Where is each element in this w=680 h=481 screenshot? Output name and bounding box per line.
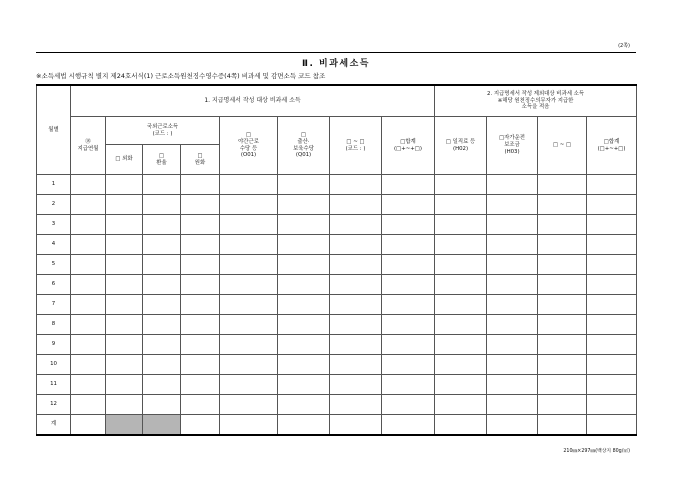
- total-cell[interactable]: [487, 415, 538, 436]
- subtotal1-formula: (□+~+□): [394, 145, 422, 152]
- entry-cell[interactable]: [330, 335, 382, 355]
- entry-cell[interactable]: [587, 235, 637, 255]
- entry-cell[interactable]: [71, 395, 106, 415]
- entry-cell[interactable]: [220, 195, 278, 215]
- month-label: 4: [37, 235, 71, 255]
- entry-cell[interactable]: [220, 215, 278, 235]
- entry-cell[interactable]: [435, 355, 487, 375]
- entry-cell[interactable]: [220, 275, 278, 295]
- exchange-rate-label: 환율: [156, 159, 167, 166]
- entry-cell[interactable]: [382, 235, 435, 255]
- group2-note-2: 소득을 적음: [521, 104, 550, 111]
- entry-cell[interactable]: [181, 255, 220, 275]
- entry-cell[interactable]: [587, 195, 637, 215]
- entry-cell[interactable]: [382, 295, 435, 315]
- entry-cell[interactable]: [538, 235, 587, 255]
- entry-cell[interactable]: [181, 395, 220, 415]
- car-allowance-code: (H03): [504, 148, 520, 155]
- entry-cell[interactable]: [220, 335, 278, 355]
- month-label: 5: [37, 255, 71, 275]
- childbirth-code: (Q01): [295, 152, 312, 159]
- group2-header: [435, 85, 637, 117]
- entry-cell[interactable]: [538, 335, 587, 355]
- checkbox-glyph: □: [245, 132, 252, 138]
- entry-cell[interactable]: [487, 335, 538, 355]
- night-work-code: (O01): [240, 152, 257, 159]
- other-code-header: [330, 117, 382, 175]
- month-label: 10: [37, 355, 71, 375]
- entry-cell[interactable]: [106, 195, 143, 215]
- entry-cell[interactable]: [538, 315, 587, 335]
- entry-cell[interactable]: [487, 255, 538, 275]
- entry-cell[interactable]: [487, 375, 538, 395]
- group2-title: 2. 지급명세서 작성 제외대상 비과세 소득: [487, 90, 585, 97]
- entry-cell[interactable]: [487, 295, 538, 315]
- month-label: 12: [37, 395, 71, 415]
- entry-cell[interactable]: [71, 255, 106, 275]
- subtotal1-header: [382, 117, 435, 175]
- entry-cell[interactable]: [181, 295, 220, 315]
- entry-cell[interactable]: [382, 355, 435, 375]
- month-label: 11: [37, 375, 71, 395]
- entry-cell[interactable]: [181, 235, 220, 255]
- total-cell[interactable]: [587, 415, 637, 436]
- month-label: 1: [37, 175, 71, 195]
- entry-cell[interactable]: [382, 315, 435, 335]
- entry-cell[interactable]: [435, 195, 487, 215]
- entry-cell[interactable]: [71, 315, 106, 335]
- duty-allowance-header: [435, 117, 487, 175]
- entry-cell[interactable]: [143, 335, 181, 355]
- entry-cell[interactable]: [220, 235, 278, 255]
- entry-cell[interactable]: [538, 275, 587, 295]
- month-row: [37, 215, 637, 235]
- entry-cell[interactable]: [71, 375, 106, 395]
- entry-cell[interactable]: [71, 355, 106, 375]
- reference-note: ※소득세법 시행규칙 별지 제24호서식(1) 근로소득원천징수영수증(4쪽) 비과세 및 감면소득 코드 참조: [36, 72, 326, 80]
- entry-cell[interactable]: [330, 295, 382, 315]
- entry-cell[interactable]: [382, 275, 435, 295]
- entry-cell[interactable]: [106, 295, 143, 315]
- entry-cell[interactable]: [106, 235, 143, 255]
- checkbox-glyph: □: [158, 152, 165, 159]
- entry-cell[interactable]: [220, 355, 278, 375]
- entry-cell[interactable]: [71, 295, 106, 315]
- entry-cell[interactable]: [143, 235, 181, 255]
- entry-cell[interactable]: [382, 255, 435, 275]
- entry-cell[interactable]: [538, 175, 587, 195]
- entry-cell[interactable]: [330, 275, 382, 295]
- total-cell[interactable]: [71, 415, 106, 436]
- subtotal2-formula: (□+~+□): [597, 145, 626, 152]
- entry-cell[interactable]: [143, 275, 181, 295]
- subtotal1-label: □합계: [400, 138, 416, 145]
- entry-cell[interactable]: [587, 315, 637, 335]
- krw-amount-label: 원화: [194, 159, 206, 166]
- entry-cell[interactable]: [487, 315, 538, 335]
- entry-cell[interactable]: [278, 275, 330, 295]
- entry-cell[interactable]: [278, 295, 330, 315]
- entry-cell[interactable]: [220, 315, 278, 335]
- other-code-label: (코드 : ): [345, 145, 366, 152]
- entry-cell[interactable]: [538, 215, 587, 235]
- pay-date-label: 지급연월: [77, 145, 99, 152]
- entry-cell[interactable]: [143, 195, 181, 215]
- car-allowance-header: [487, 117, 538, 175]
- entry-cell[interactable]: [181, 335, 220, 355]
- foreign-income-title: 국외근로소득: [146, 123, 179, 130]
- entry-cell[interactable]: [487, 395, 538, 415]
- entry-cell[interactable]: [106, 335, 143, 355]
- entry-cell[interactable]: [71, 275, 106, 295]
- entry-cell[interactable]: [181, 375, 220, 395]
- entry-cell[interactable]: [487, 215, 538, 235]
- entry-cell[interactable]: [278, 175, 330, 195]
- checkbox-glyph: □: [300, 132, 307, 138]
- month-row: [37, 295, 637, 315]
- entry-cell[interactable]: [435, 255, 487, 275]
- entry-cell[interactable]: [538, 255, 587, 275]
- childbirth-allowance-header: [278, 117, 330, 175]
- entry-cell[interactable]: [143, 295, 181, 315]
- entry-cell[interactable]: [71, 215, 106, 235]
- page-number: (2쪽): [618, 43, 630, 49]
- month-row: [37, 195, 637, 215]
- entry-cell[interactable]: [538, 355, 587, 375]
- pay-date-header: [71, 117, 106, 175]
- entry-cell[interactable]: [106, 175, 143, 195]
- total-label: 계: [37, 415, 71, 436]
- subtotal2-header: [587, 117, 637, 175]
- entry-cell[interactable]: [435, 335, 487, 355]
- entry-cell[interactable]: [487, 275, 538, 295]
- group2-note: ※해당 원천징수의무자가 지급한: [497, 97, 574, 104]
- entry-cell[interactable]: [435, 175, 487, 195]
- month-label: 2: [37, 195, 71, 215]
- entry-cell[interactable]: [330, 375, 382, 395]
- subtotal2-label: □합계: [603, 138, 620, 145]
- entry-cell[interactable]: [143, 175, 181, 195]
- entry-cell[interactable]: [330, 255, 382, 275]
- entry-cell[interactable]: [587, 275, 637, 295]
- paper-spec-note: 210㎜×297㎜(백상지 80g/㎡): [563, 449, 630, 454]
- entry-cell[interactable]: [278, 395, 330, 415]
- duty-allowance-label: □ 일직료 등: [445, 138, 476, 145]
- entry-cell[interactable]: [181, 175, 220, 195]
- group1-header: 1. 지급명세서 작성 대상 비과세 소득: [71, 85, 435, 117]
- entry-cell[interactable]: [587, 215, 637, 235]
- section-title: Ⅱ. 비과세소득: [302, 59, 370, 69]
- entry-cell[interactable]: [382, 375, 435, 395]
- entry-cell[interactable]: [181, 215, 220, 235]
- night-work-header: [220, 117, 278, 175]
- entry-cell[interactable]: [220, 255, 278, 275]
- foreign-income-header: [106, 117, 220, 145]
- entry-cell[interactable]: [587, 375, 637, 395]
- entry-cell[interactable]: [106, 215, 143, 235]
- entry-cell[interactable]: [181, 195, 220, 215]
- entry-cell[interactable]: [330, 195, 382, 215]
- car-allowance-label-2: 보조금: [504, 142, 520, 149]
- duty-allowance-code: (H02): [452, 145, 469, 152]
- month-row: [37, 275, 637, 295]
- entry-cell[interactable]: [106, 355, 143, 375]
- other-code-header-2: □ ~ □: [538, 117, 587, 175]
- entry-cell[interactable]: [330, 235, 382, 255]
- entry-cell[interactable]: [435, 395, 487, 415]
- total-cell[interactable]: [538, 415, 587, 436]
- month-row: [37, 175, 637, 195]
- entry-cell[interactable]: [278, 215, 330, 235]
- childcare-label: 보육수당: [293, 145, 314, 152]
- entry-cell[interactable]: [538, 295, 587, 315]
- month-header: 월별: [37, 85, 71, 175]
- entry-cell[interactable]: [106, 315, 143, 335]
- other-code-range: □ ~ □: [346, 138, 365, 145]
- title-rule: [36, 52, 636, 53]
- entry-cell[interactable]: [143, 375, 181, 395]
- entry-cell[interactable]: [587, 175, 637, 195]
- month-row: [37, 335, 637, 355]
- entry-cell[interactable]: [71, 195, 106, 215]
- entry-cell[interactable]: [278, 355, 330, 375]
- total-cell[interactable]: [278, 415, 330, 436]
- month-row: [37, 255, 637, 275]
- entry-cell[interactable]: [435, 215, 487, 235]
- entry-cell[interactable]: [143, 315, 181, 335]
- foreign-income-code: (코드 : ): [152, 130, 173, 137]
- pay-date-number: ⑱: [85, 138, 91, 145]
- entry-cell[interactable]: [382, 395, 435, 415]
- entry-cell[interactable]: [538, 195, 587, 215]
- entry-cell[interactable]: [435, 275, 487, 295]
- entry-cell[interactable]: [106, 275, 143, 295]
- entry-cell[interactable]: [278, 335, 330, 355]
- entry-cell[interactable]: [435, 375, 487, 395]
- total-cell-shaded: [143, 415, 181, 436]
- month-row: [37, 315, 637, 335]
- entry-cell[interactable]: [330, 215, 382, 235]
- entry-cell[interactable]: [587, 335, 637, 355]
- entry-cell[interactable]: [330, 395, 382, 415]
- total-cell[interactable]: [382, 415, 435, 436]
- entry-cell[interactable]: [538, 395, 587, 415]
- month-row: [37, 355, 637, 375]
- entry-cell[interactable]: [382, 215, 435, 235]
- entry-cell[interactable]: [143, 215, 181, 235]
- month-row: [37, 375, 637, 395]
- car-allowance-label: □자가운전: [499, 135, 525, 142]
- entry-cell[interactable]: [278, 255, 330, 275]
- night-work-label-2: 수당 등: [239, 145, 258, 152]
- entry-cell[interactable]: [143, 255, 181, 275]
- entry-cell[interactable]: [487, 195, 538, 215]
- krw-amount-header: [181, 145, 220, 175]
- entry-cell[interactable]: [106, 395, 143, 415]
- entry-cell[interactable]: [382, 335, 435, 355]
- checkbox-glyph: □: [197, 152, 203, 159]
- entry-cell[interactable]: [278, 235, 330, 255]
- entry-cell[interactable]: [143, 355, 181, 375]
- month-row: [37, 395, 637, 415]
- entry-cell[interactable]: [278, 315, 330, 335]
- total-cell[interactable]: [220, 415, 278, 436]
- entry-cell[interactable]: [106, 375, 143, 395]
- foreign-currency-header: □ 외화: [106, 145, 143, 175]
- entry-cell[interactable]: [382, 195, 435, 215]
- entry-cell[interactable]: [181, 315, 220, 335]
- entry-cell[interactable]: [330, 355, 382, 375]
- entry-cell[interactable]: [587, 255, 637, 275]
- entry-cell[interactable]: [220, 375, 278, 395]
- entry-cell[interactable]: [181, 275, 220, 295]
- entry-cell[interactable]: [220, 395, 278, 415]
- entry-cell[interactable]: [106, 255, 143, 275]
- exchange-rate-header: [143, 145, 181, 175]
- month-label: 6: [37, 275, 71, 295]
- entry-cell[interactable]: [143, 395, 181, 415]
- entry-cell[interactable]: [487, 175, 538, 195]
- month-label: 3: [37, 215, 71, 235]
- total-cell[interactable]: [330, 415, 382, 436]
- month-label: 8: [37, 315, 71, 335]
- entry-cell[interactable]: [435, 315, 487, 335]
- entry-cell[interactable]: [587, 295, 637, 315]
- entry-cell[interactable]: [330, 175, 382, 195]
- entry-cell[interactable]: [587, 355, 637, 375]
- entry-cell[interactable]: [330, 315, 382, 335]
- entry-cell[interactable]: [487, 235, 538, 255]
- total-cell[interactable]: [181, 415, 220, 436]
- entry-cell[interactable]: [220, 175, 278, 195]
- month-label: 7: [37, 295, 71, 315]
- entry-cell[interactable]: [220, 295, 278, 315]
- childbirth-label: 출산·: [297, 138, 310, 145]
- month-label: 9: [37, 335, 71, 355]
- total-cell[interactable]: [435, 415, 487, 436]
- entry-cell[interactable]: [71, 235, 106, 255]
- entry-cell[interactable]: [181, 355, 220, 375]
- month-row: [37, 235, 637, 255]
- entry-cell[interactable]: [71, 175, 106, 195]
- night-work-label: 야간근로: [238, 138, 259, 145]
- total-cell-shaded: [106, 415, 143, 436]
- entry-cell[interactable]: [435, 295, 487, 315]
- entry-cell[interactable]: [278, 375, 330, 395]
- month-rows: [37, 175, 637, 415]
- entry-cell[interactable]: [587, 395, 637, 415]
- entry-cell[interactable]: [382, 175, 435, 195]
- entry-cell[interactable]: [71, 335, 106, 355]
- non-taxable-income-table: [36, 84, 637, 436]
- entry-cell[interactable]: [435, 235, 487, 255]
- entry-cell[interactable]: [538, 375, 587, 395]
- entry-cell[interactable]: [278, 195, 330, 215]
- total-row: [37, 415, 637, 436]
- entry-cell[interactable]: [487, 355, 538, 375]
